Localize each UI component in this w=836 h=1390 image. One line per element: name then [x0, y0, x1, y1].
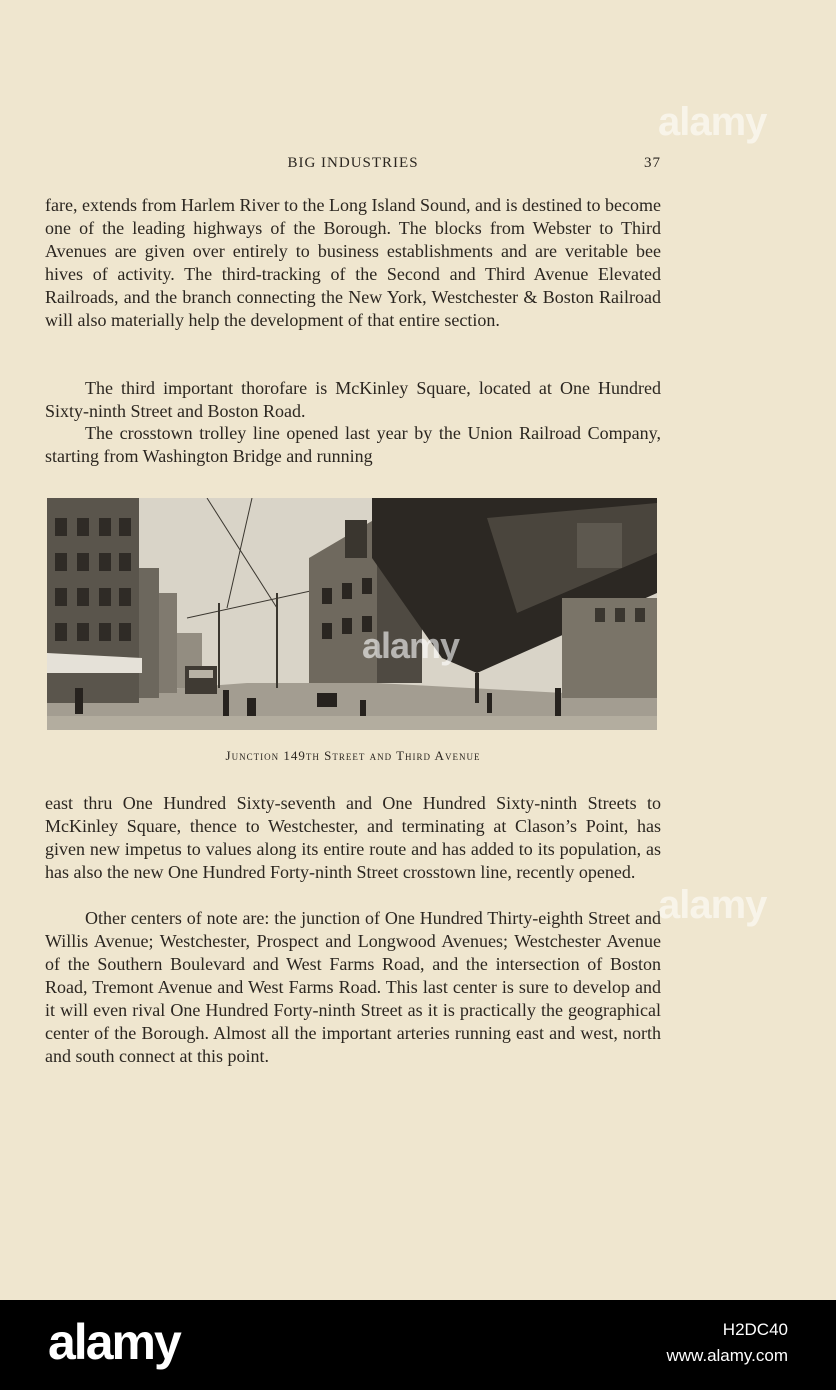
street-photograph [47, 498, 657, 730]
paragraph-3: The crosstown trolley line opened last year by the Union Railroad Company, starting from Washington Bridge and running [45, 423, 661, 466]
image-id: H2DC40 [722, 1320, 788, 1339]
watermark-logo: alamy [362, 625, 460, 666]
running-head [45, 155, 661, 177]
page-number: 37 [644, 155, 661, 171]
street-scene-illustration [47, 498, 657, 730]
photo-caption: Junction 149th Street and Third Avenue [225, 748, 481, 763]
watermark-logo: alamy [658, 883, 767, 927]
watermark-logo: alamy [658, 100, 767, 144]
paragraph-5: Other centers of note are: the junction of One Hundred Thirty-eighth Street and Willis Avenue; Westchester, Prospect and Longwood Avenues; Westchester Avenue of the Southern Boulevard and West Farms Road, and the intersection of Boston Road, Tremont Avenue and West Farms Road. This last center is sure to develop and it will even rival One Hundred Forty-ninth Street as it is practically the geographical center of the Borough. Almost all the important arteries running east and west, north and south connect at this point. [45, 908, 661, 1066]
paragraph-2: The third important thorofare is McKinley Square, located at One Hundred Sixty-ninth Street and Boston Road. [45, 378, 661, 421]
alamy-logo[interactable]: alamy [48, 1314, 180, 1370]
paragraph-4: east thru One Hundred Sixty-seventh and One Hundred Sixty-ninth Streets to McKinley Square, thence to Westchester, and terminating at Clason’s Point, has given new impetus to values along its entire route and has added to its population, as has also the new One Hundred Forty-ninth Street crosstown line, recently opened. [45, 793, 661, 882]
alamy-url-link[interactable]: www.alamy.com [666, 1346, 788, 1365]
paragraph-1: fare, extends from Harlem River to the Long Island Sound, and is destined to become one of the leading highways of the Borough. The blocks from Webster to Third Avenues are given over entirely to business establishments and are veritable bee hives of activity. The third-tracking of the Second and Third Avenue Elevated Railroads, and the branch connecting the New York, Westchester & Boston Railroad will also materially help the development of that entire section. [45, 195, 661, 330]
running-head-title: BIG INDUSTRIES [287, 155, 419, 171]
